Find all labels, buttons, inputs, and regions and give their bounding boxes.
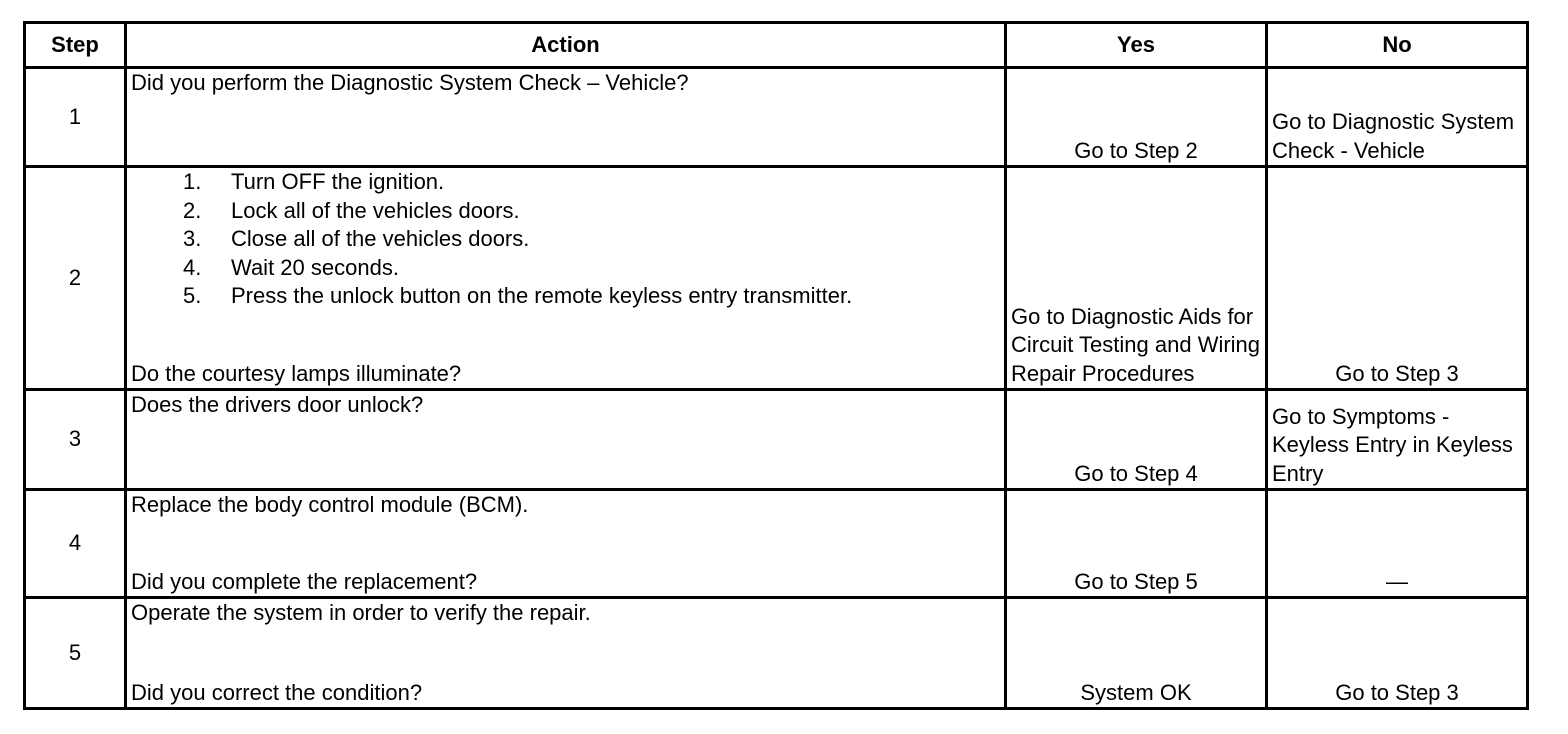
list-item <box>183 197 1000 226</box>
yes-cell: Go to Step 5 <box>1006 490 1267 598</box>
action-cell <box>126 490 1006 598</box>
substep-text: Turn OFF the ignition. <box>231 169 445 194</box>
yes-cell: System OK <box>1006 598 1267 709</box>
table-row <box>25 167 1528 390</box>
action-text: Operate the system in order to verify the repair. <box>131 600 591 625</box>
header-step: Step <box>25 23 126 68</box>
yes-cell: Go to Diagnostic Aids for Circuit Testing and Wiring Repair Procedures <box>1006 167 1267 390</box>
yes-cell: Go to Step 4 <box>1006 390 1267 490</box>
list-item <box>183 168 1000 197</box>
action-cell <box>126 390 1006 490</box>
action-cell <box>126 68 1006 167</box>
substep-text: Lock all of the vehicles doors. <box>231 197 520 223</box>
substep-text: Press the unlock button on the remote keyless entry transmitter. <box>231 283 853 308</box>
substep-text: Wait 20 seconds. <box>231 254 399 280</box>
step-number: 4 <box>25 490 126 598</box>
substep-number: 4. <box>183 254 202 280</box>
action-question: Did you correct the condition? <box>131 679 423 705</box>
header-row <box>25 23 1528 68</box>
substep-number: 2. <box>183 197 202 223</box>
no-cell: — <box>1267 490 1528 598</box>
action-text: Replace the body control module (BCM). <box>131 492 529 517</box>
substep-text: Close all of the vehicles doors. <box>231 226 530 251</box>
diagnostic-table <box>23 21 1529 710</box>
substep-list <box>131 168 1000 311</box>
table-row <box>25 68 1528 167</box>
action-cell <box>126 167 1006 390</box>
table-row <box>25 598 1528 709</box>
step-number: 1 <box>25 68 126 167</box>
step-number: 2 <box>25 167 126 390</box>
list-item <box>183 225 1000 254</box>
action-question: Did you complete the replacement? <box>131 568 478 594</box>
yes-cell: Go to Step 2 <box>1006 68 1267 167</box>
header-no: No <box>1267 23 1528 68</box>
header-yes: Yes <box>1006 23 1267 68</box>
list-item <box>183 254 1000 283</box>
no-cell: Go to Step 3 <box>1267 167 1528 390</box>
substep-number: 1. <box>183 169 202 194</box>
no-cell: Go to Symptoms - Keyless Entry in Keyless Entry <box>1267 390 1528 490</box>
list-item <box>183 282 1000 311</box>
substep-number: 3. <box>183 226 202 251</box>
no-cell: Go to Diagnostic System Check - Vehicle <box>1267 68 1528 167</box>
step-number: 3 <box>25 390 126 490</box>
table-row <box>25 490 1528 598</box>
table-row <box>25 390 1528 490</box>
substep-number: 5. <box>183 283 202 308</box>
step-number: 5 <box>25 598 126 709</box>
header-action: Action <box>126 23 1006 68</box>
action-text: Does the drivers door unlock? <box>131 392 424 417</box>
action-question: Do the courtesy lamps illuminate? <box>131 360 462 386</box>
action-text: Did you perform the Diagnostic System Check – Vehicle? <box>131 70 689 95</box>
action-cell <box>126 598 1006 709</box>
no-cell: Go to Step 3 <box>1267 598 1528 709</box>
